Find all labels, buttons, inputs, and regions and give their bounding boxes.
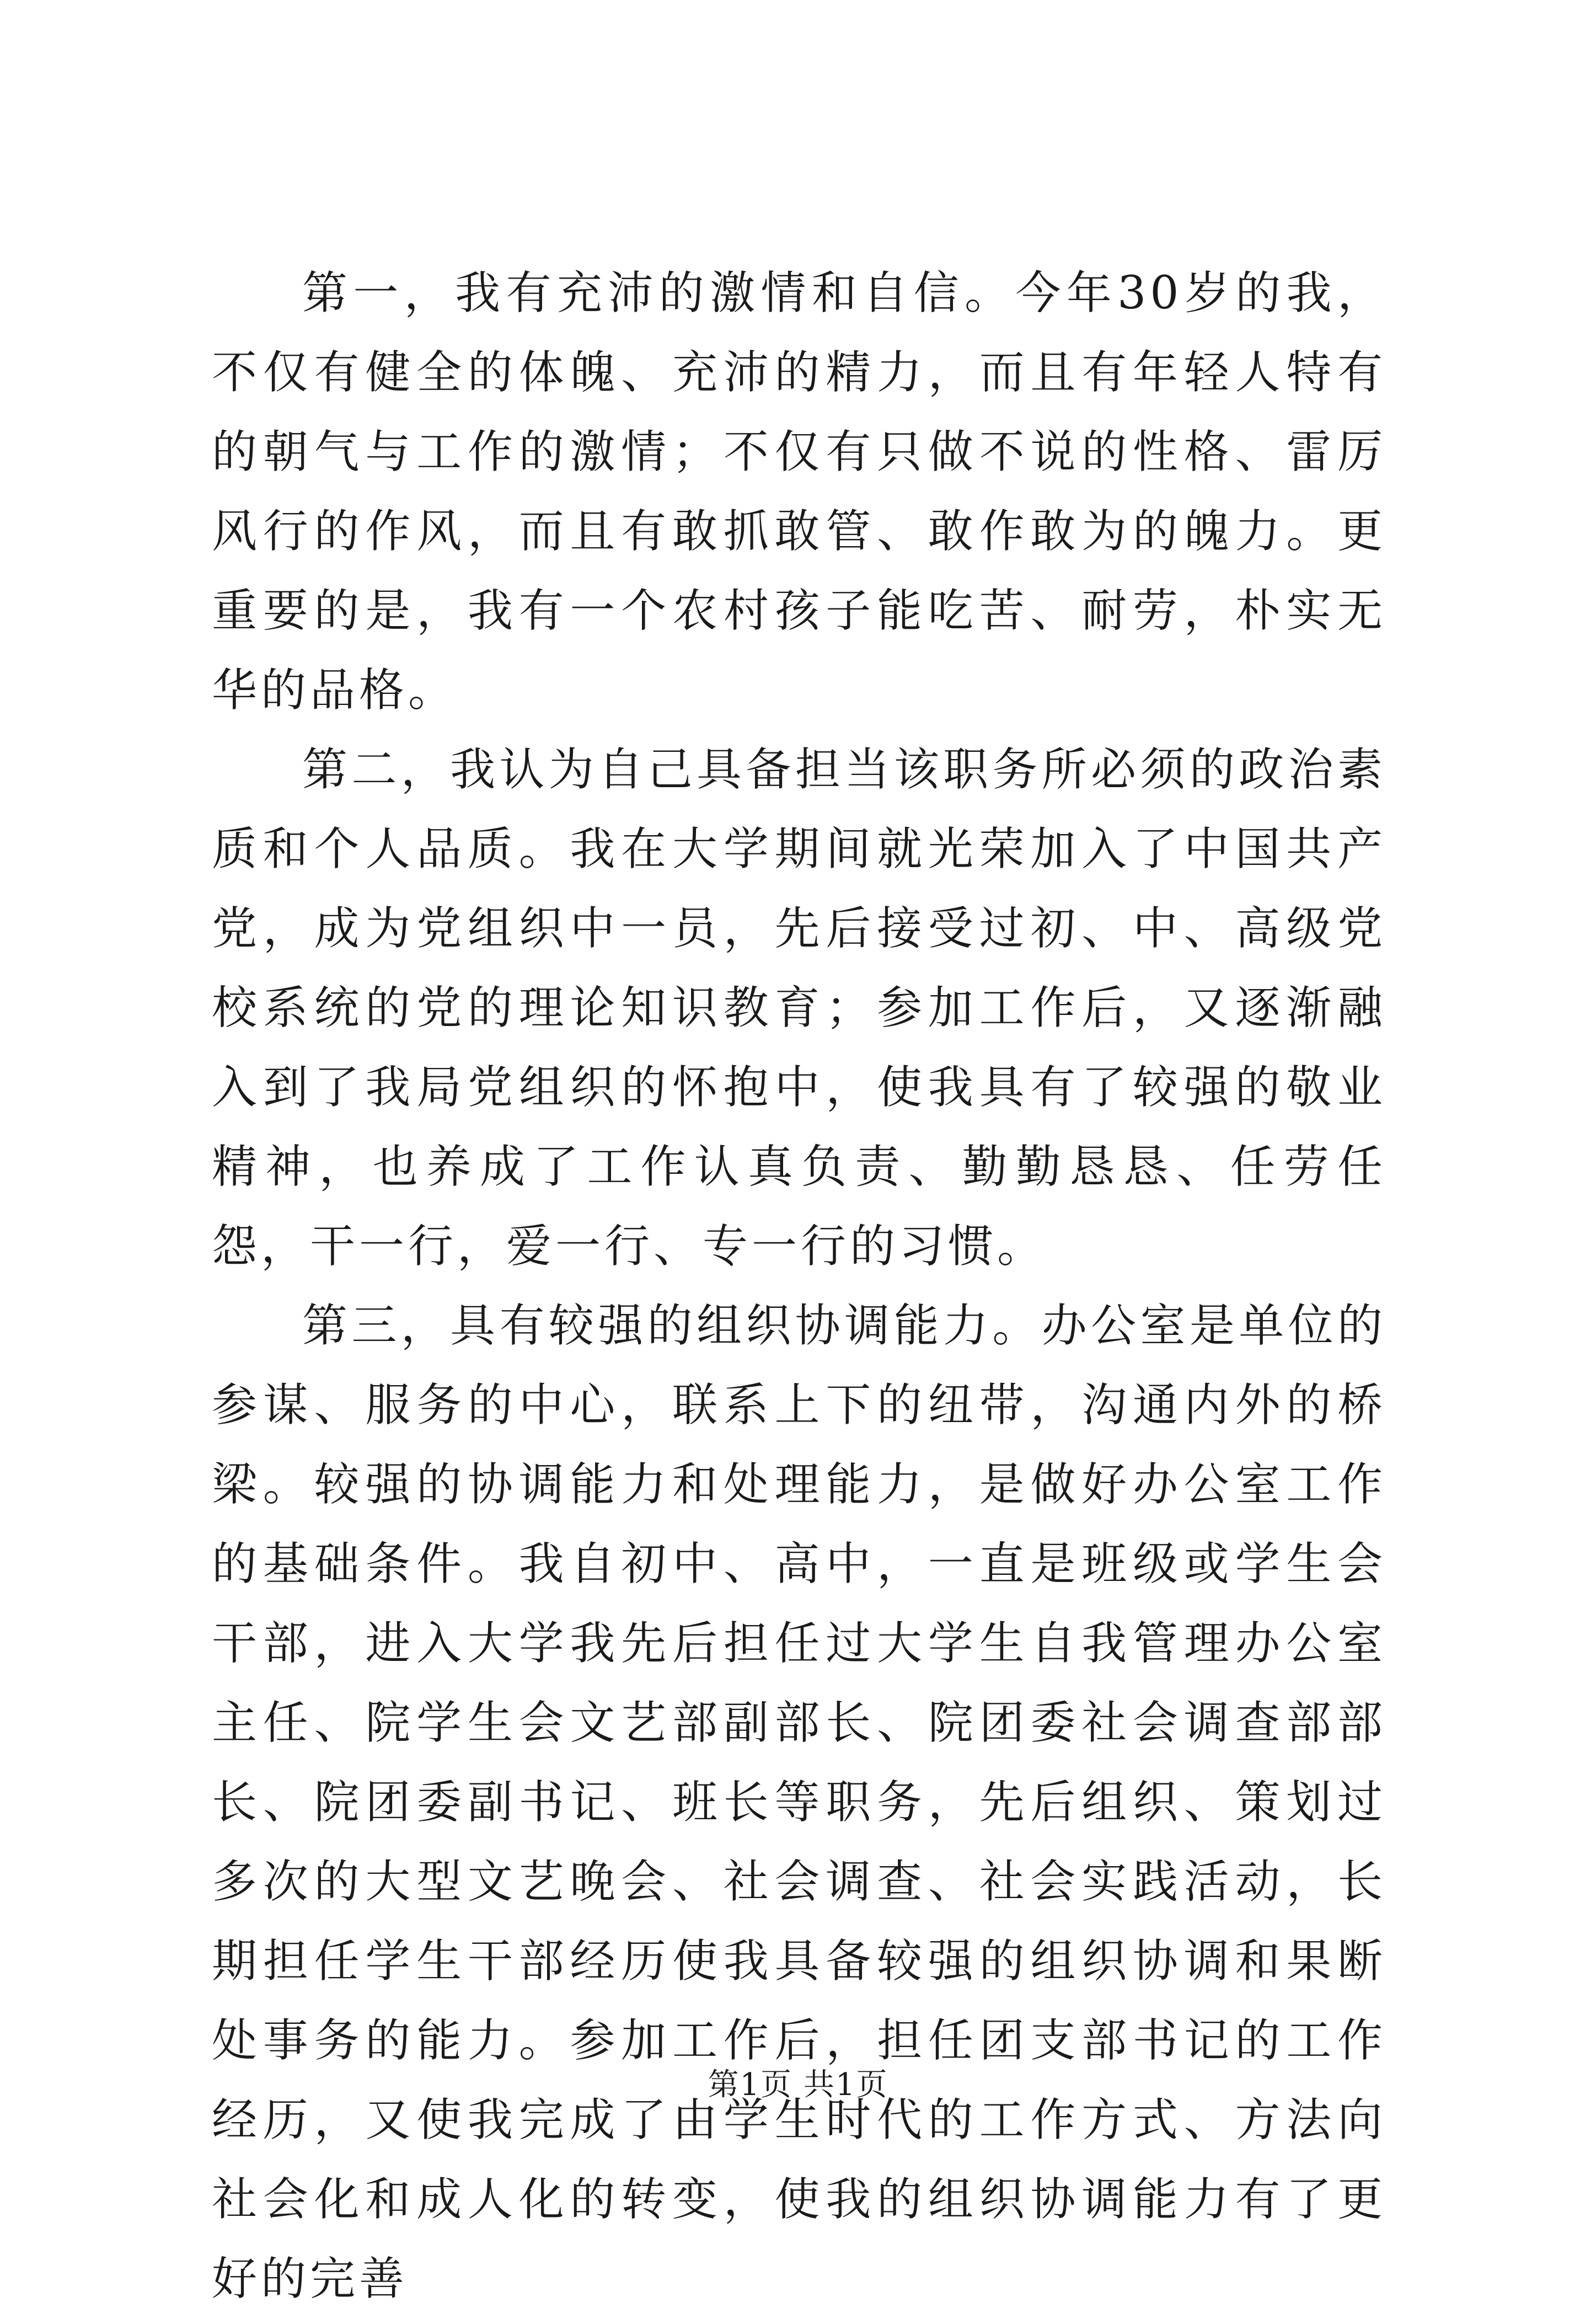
page-footer: 第1页 共1页: [708, 2067, 888, 2103]
paragraph-third: 第三，具有较强的组织协调能力。办公室是单位的参谋、服务的中心，联系上下的纽带，沟通内外的桥梁。较强的协调能力和处理能力，是做好办公室工作的基础条件。我自初中、高中，一直是班级或学生会干部，进入大学我先后担任过大学生自我管理办公室主任、院学生会文艺部副部长、院团委社会调查部部长、院团委副书记、班长等职务，先后组织、策划过多次的大型文艺晚会、社会调查、社会实践活动，长期担任学生干部经历使我具备较强的组织协调和果断处事务的能力。参加工作后，担任团支部书记的工作经历，又使我完成了由学生时代的工作方式、方法向社会化和成人化的转变，使我的组织协调能力有了更好的完善: [212, 1300, 1386, 2305]
paragraph-first: 第一，我有充沛的激情和自信。今年30岁的我，不仅有健全的体魄、充沛的精力，而且有年轻人特有的朝气与工作的激情；不仅有只做不说的性格、雷厉风行的作风，而且有敢抓敢管、敢作敢为的魄力。更重要的是，我有一个农村孩子能吃苦、耐劳，朴实无华的品格。: [212, 267, 1386, 717]
paragraph-second: 第二，我认为自己具备担当该职务所必须的政治素质和个人品质。我在大学期间就光荣加入了中国共产党，成为党组织中一员，先后接受过初、中、高级党校系统的党的理论知识教育；参加工作后，又逐渐融入到了我局党组织的怀抱中，使我具有了较强的敬业精神，也养成了工作认真负责、勤勤恳恳、任劳任怨，干一行，爱一行、专一行的习惯。: [212, 744, 1386, 1273]
document-body: [212, 254, 1386, 2319]
